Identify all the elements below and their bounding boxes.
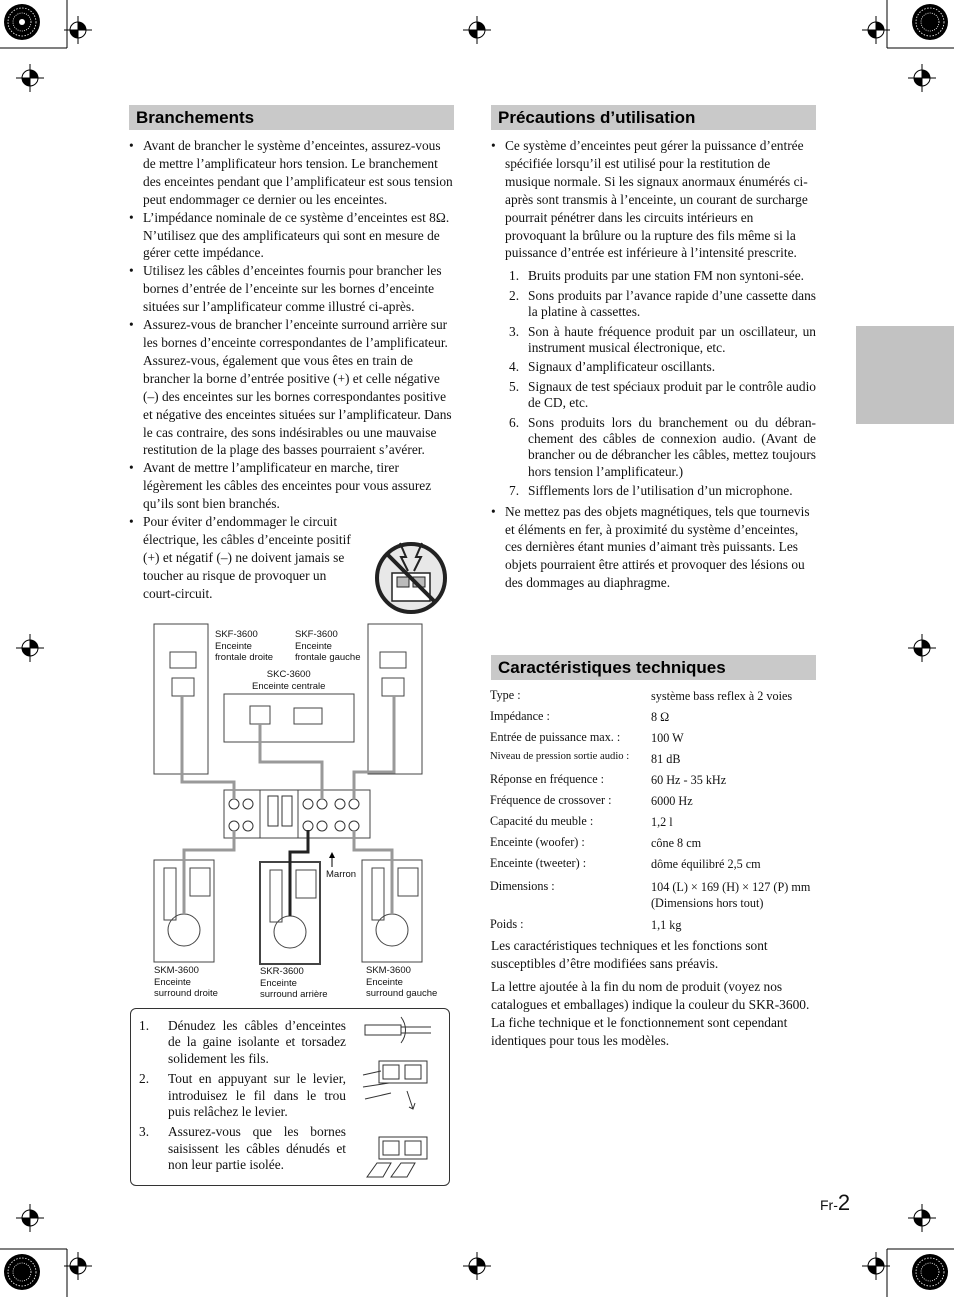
connection-bullets bbox=[129, 137, 453, 603]
page-digit: 2 bbox=[837, 1190, 851, 1215]
color-notice: La lettre ajoutée à la fin du nom de produit (voyez nos catalogues et emballages) indique la couleur du SKR-3600. La fiche technique et le fonctionnement sont cependant identiques pour tous les modèles. bbox=[491, 979, 810, 1048]
item-text: Signaux de test spéciaux produit par le contrôle audio de CD, etc. bbox=[528, 378, 816, 411]
item-text: Bruits produits par une station FM non syntoni-sée. bbox=[528, 268, 804, 284]
item-text: Signaux d’amplificateur oscillants. bbox=[528, 359, 716, 375]
spec-value: système bass reflex à 2 voies bbox=[651, 689, 793, 703]
label-marron: Marron bbox=[326, 869, 357, 880]
spec-value: 100 W bbox=[651, 731, 684, 745]
spec-value: 6000 Hz bbox=[651, 794, 693, 808]
spec-value: cône 8 cm bbox=[651, 836, 702, 850]
section-heading-branchements: Branchements bbox=[129, 105, 454, 130]
spec-label: Enceinte (woofer) : bbox=[490, 835, 585, 849]
step-number: 3. bbox=[139, 1124, 150, 1140]
magnet-warning bbox=[491, 503, 816, 593]
spec-label: Fréquence de crossover : bbox=[490, 793, 612, 807]
section-heading-specs: Caractéristiques techniques bbox=[491, 655, 816, 680]
list-item bbox=[491, 324, 816, 357]
spec-label: Dimensions : bbox=[490, 879, 555, 893]
wiring-steps bbox=[131, 1018, 346, 1177]
specs-notice: Les caractéristiques techniques et les fonctions sont susceptibles d’être modifiées sans préavis. bbox=[491, 938, 768, 971]
step-text: Assurez-vous que les bornes saisissent les câbles dénudés et non leur partie isolée. bbox=[168, 1124, 346, 1173]
page-prefix: Fr- bbox=[820, 1197, 838, 1213]
spec-label: Niveau de pression sortie audio : bbox=[490, 751, 630, 762]
wiring-steps-box bbox=[130, 1008, 450, 1186]
spec-value: 60 Hz - 35 kHz bbox=[651, 773, 727, 787]
label-skr: SKR-3600 Enceinte surround arrière bbox=[260, 966, 328, 1000]
item-number: 4. bbox=[509, 359, 520, 375]
label-skf-right: SKF-3600 Enceinte frontale droite bbox=[215, 629, 274, 663]
list-item bbox=[491, 483, 816, 499]
bullet-item: • L’impédance nominale de ce système d’enceintes est 8Ω. N’utilisez que des amplificateurs qui sont en mesure de gérer cette impédance. bbox=[129, 209, 453, 263]
item-number: 6. bbox=[509, 414, 520, 430]
section-heading-precautions: Précautions d’utilisation bbox=[491, 105, 816, 130]
label-skc: SKC-3600 Enceinte centrale bbox=[252, 669, 326, 692]
bullet-item: • Pour éviter d’endommager le circuit électrique, les câbles d’enceinte positif (+) et négatif (–) ne doivent jamais se toucher au risque de provoquer un court-circuit. bbox=[129, 513, 355, 603]
spec-value: 8 Ω bbox=[651, 710, 670, 724]
bullet-item: • Utilisez les câbles d’enceintes fournis pour brancher les bornes d’entrée de l’enceinte sur les bornes d’enceinte situées sur l’amplificateur comme illustré ci-après. bbox=[129, 262, 453, 316]
label-skm-left: SKM-3600 Enceinte surround gauche bbox=[366, 965, 438, 999]
list-item bbox=[491, 379, 816, 412]
item-number: 5. bbox=[509, 378, 520, 394]
spec-label: Capacité du meuble : bbox=[490, 814, 594, 828]
bullet-item: • Assurez-vous de brancher l’enceinte surround arrière sur les bornes d’enceinte correspondantes de l’amplificateur. Assurez-vous, également que vous êtes en train de brancher la borne d’entrée positive (+) et celle négative (–) des enceintes sur les bornes correspondantes positive et négative des enceintes situées sur l’amplificateur. Dans le cas contraire, des sons indésirables ou une mauvaise restitution de la plage des basses pourraient s’avérer. bbox=[129, 316, 453, 459]
item-number: 3. bbox=[509, 323, 520, 339]
side-tab bbox=[856, 326, 954, 424]
step-item bbox=[131, 1071, 346, 1120]
step-text: Dénudez les câbles d’enceintes de la gaine isolante et torsadez solidement les fils. bbox=[168, 1018, 346, 1066]
specs-table bbox=[490, 688, 820, 933]
step-number: 2. bbox=[139, 1071, 150, 1087]
step-item bbox=[131, 1124, 346, 1173]
spec-value: 1,1 kg bbox=[651, 918, 682, 932]
item-number: 7. bbox=[509, 483, 520, 499]
precautions-bullets bbox=[491, 137, 816, 262]
label-skf-left: SKF-3600 Enceinte frontale gauche bbox=[295, 629, 361, 663]
page-number bbox=[820, 1190, 850, 1216]
spec-label: Enceinte (tweeter) : bbox=[490, 856, 587, 870]
spec-label: Type : bbox=[490, 688, 521, 702]
bullet-item: • Avant de mettre l’amplificateur en marche, tirer légèrement les câbles des enceintes pour vous assurez qu’ils sont bien branchés. bbox=[129, 459, 453, 513]
item-text: Son à haute fréquence produit par un oscillateur, un instrument musical électronique, etc. bbox=[528, 323, 816, 355]
spec-value: dôme équilibré 2,5 cm bbox=[651, 857, 761, 871]
spec-value: 1,2 l bbox=[651, 815, 673, 829]
spec-value: 104 (L) × 169 (H) × 127 (P) mm (Dimensions hors tout) bbox=[651, 880, 811, 910]
item-text: Sons produits lors du branchement ou du débran-chement des câbles de connexion audio. (Avant de brancher ou de débrancher les câbles, mettez toujours hors tension l’amplificateur.) bbox=[528, 414, 816, 479]
item-number: 2. bbox=[509, 287, 520, 303]
abnormal-signals-list bbox=[491, 268, 816, 499]
label-skm-right: SKM-3600 Enceinte surround droite bbox=[154, 965, 218, 999]
spec-label: Réponse en fréquence : bbox=[490, 772, 605, 786]
spec-label: Entrée de puissance max. : bbox=[490, 730, 621, 744]
step-number: 1. bbox=[139, 1018, 150, 1033]
spec-label: Poids : bbox=[490, 917, 524, 931]
wire-stripping-illustration bbox=[361, 1013, 445, 1181]
item-number: 1. bbox=[509, 268, 520, 284]
no-short-circuit-icon bbox=[370, 535, 452, 617]
list-item bbox=[491, 288, 816, 321]
item-text: Sons produits par l’avance rapide d’une cassette dans la platine à cassettes. bbox=[528, 287, 816, 320]
spec-label: Impédance : bbox=[490, 709, 550, 723]
bullet-item: • Avant de brancher le système d’enceintes, assurez-vous de mettre l’amplificateur hors tension. Le branchement des enceintes pendant que l’amplificateur est sous tension peut endommager ce dernier ou les enceintes. bbox=[129, 137, 453, 209]
item-text: Sifflements lors de l’utilisation d’un microphone. bbox=[528, 483, 793, 499]
step-text: Tout en appuyant sur le levier, introduisez le fil dans le trou puis relâchez le levier. bbox=[168, 1071, 346, 1120]
precautions-body bbox=[491, 137, 816, 592]
bullet-item: • Ne mettez pas des objets magnétiques, tels que tournevis et éléments en fer, à proximité du système d’enceintes, ces dernières étant munies d’aimant très puissants. Les objets pourraient être attirés et provoquer des lésions ou des dommages au diaphragme. bbox=[491, 503, 816, 593]
bullet-item: • Ce système d’enceintes peut gérer la puissance d’entrée spécifiée lorsqu’il est utilisé pour la restitution de musique normale. Si les signaux anormaux énumérés ci-après sont transmis à l’enceinte, un courant de surcharge pourrait pénétrer dans les circuits intérieurs en provoquant la brûlure ou la rupture des fils même si la puissance d’entrée est inférieure à l’intensité prescrite. bbox=[491, 137, 816, 262]
step-item bbox=[131, 1018, 346, 1067]
spec-value: 81 dB bbox=[651, 752, 681, 766]
list-item bbox=[491, 268, 816, 284]
list-item bbox=[491, 359, 816, 375]
list-item bbox=[491, 415, 816, 481]
